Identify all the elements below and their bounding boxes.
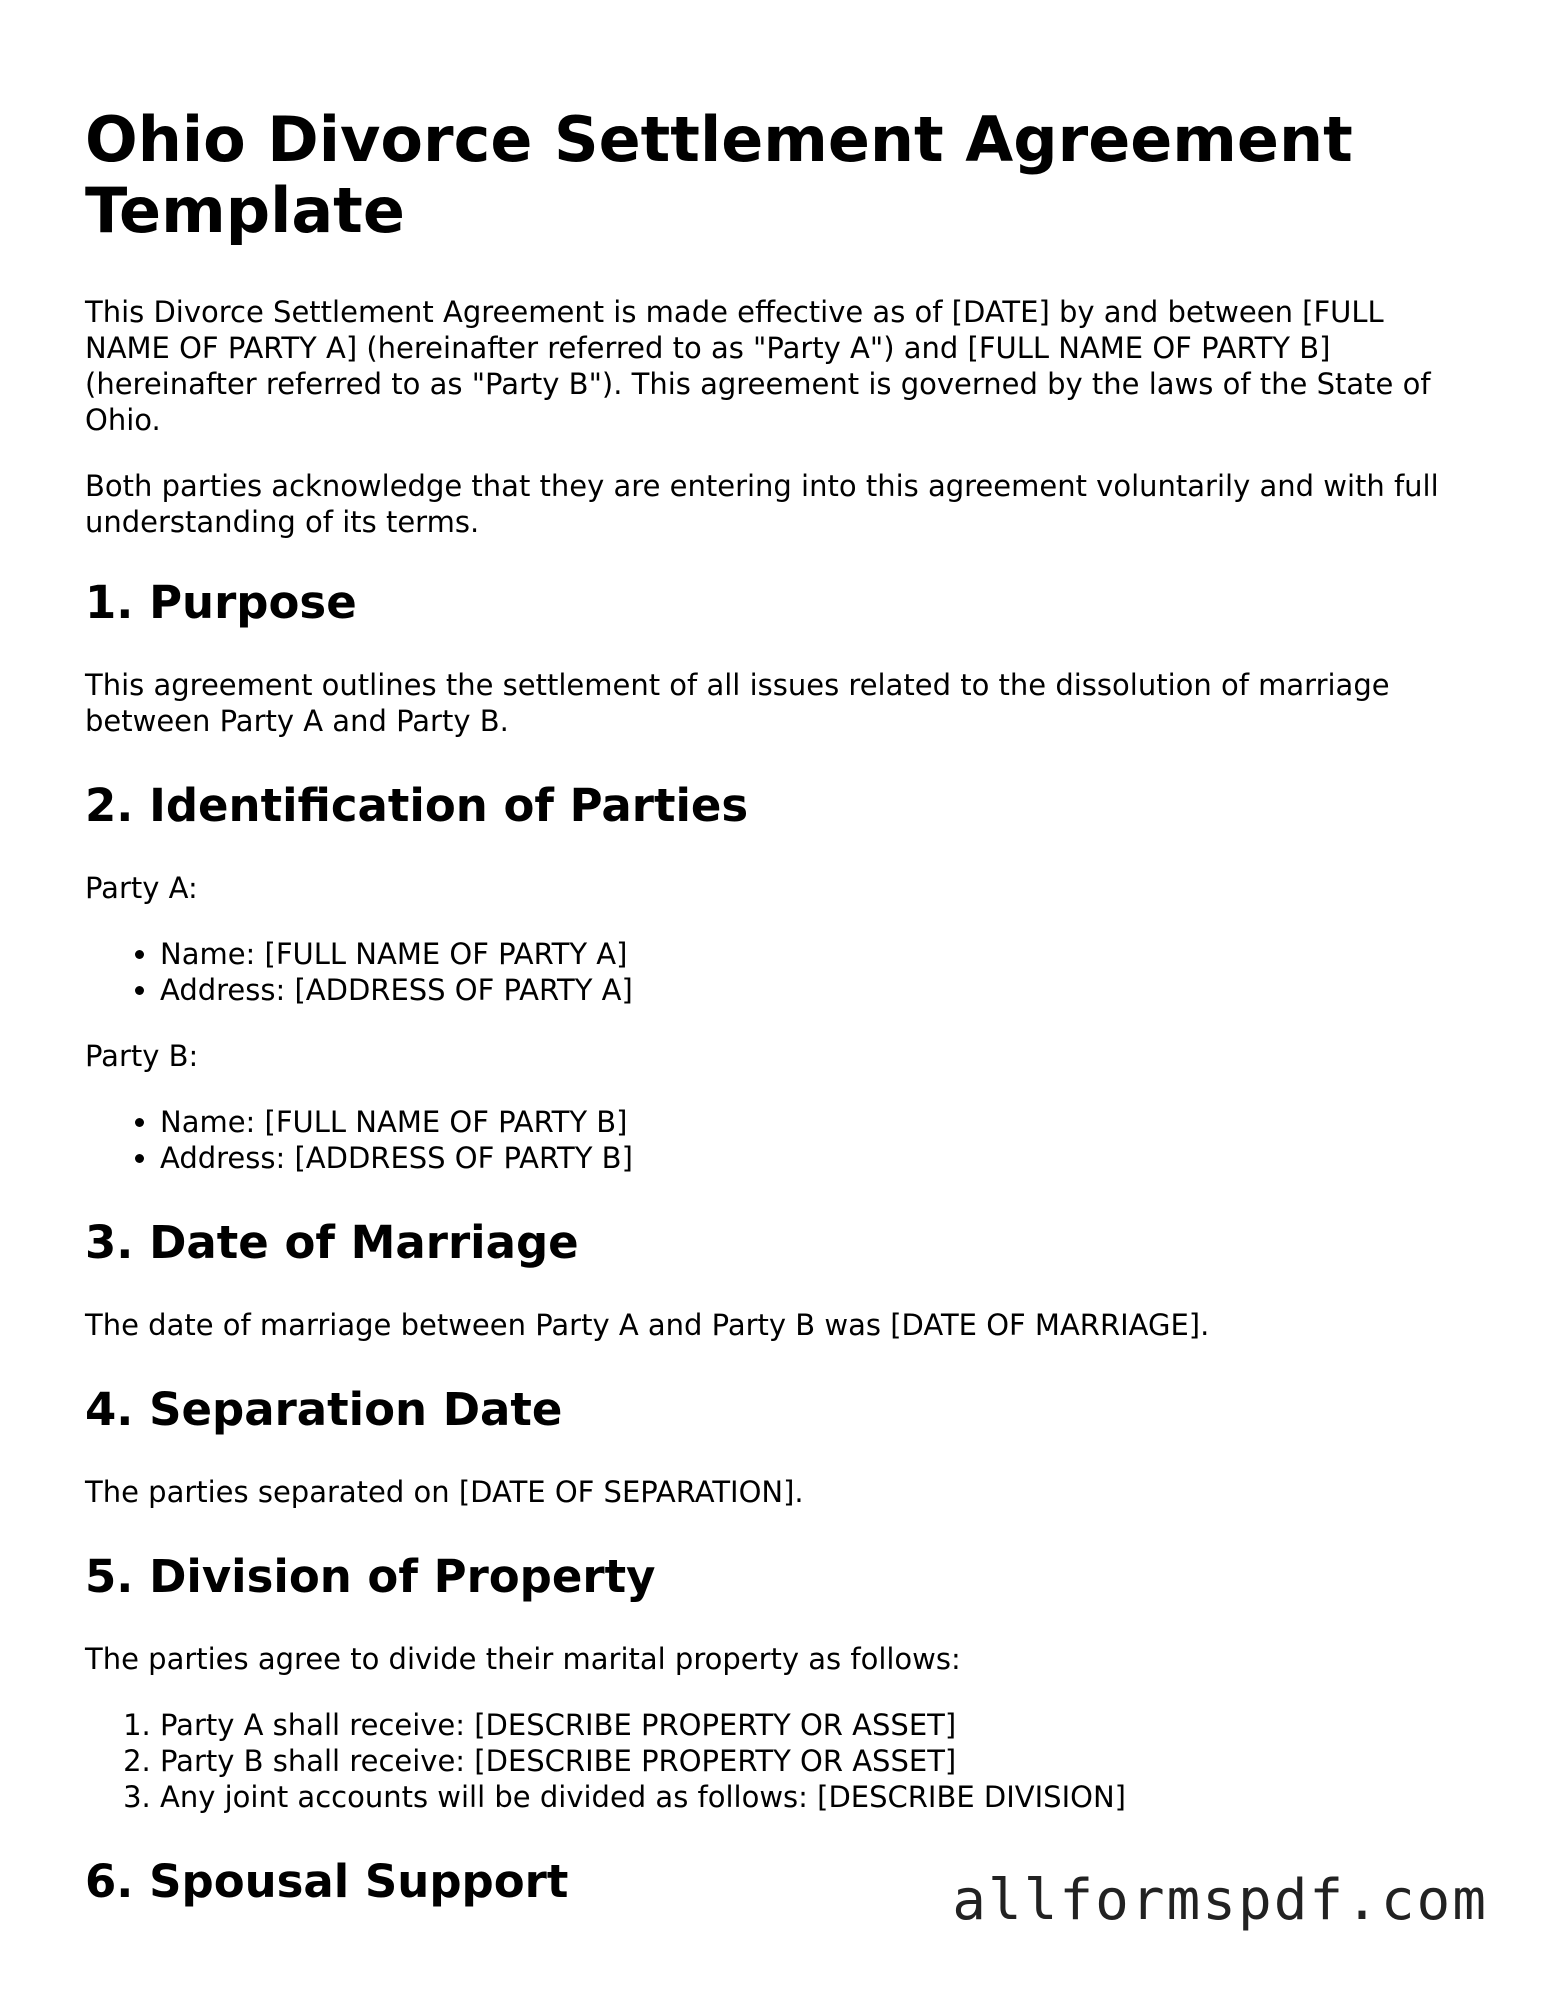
party-b-list	[85, 1104, 1465, 1176]
list-item: • Address: [ADDRESS OF PARTY B]	[160, 1140, 1465, 1176]
property-list	[85, 1707, 1465, 1815]
section-heading-property: 5. Division of Property	[85, 1550, 656, 1603]
purpose-text: This agreement outlines the settlement of all issues related to the dissolution of marriage between Party A and Party B.	[85, 668, 1390, 738]
list-item: 3. Any joint accounts will be divided as follows: [DESCRIBE DIVISION]	[160, 1779, 1465, 1815]
property-text: The parties agree to divide their marital property as follows:	[85, 1642, 961, 1676]
party-a-list	[85, 936, 1465, 1008]
intro-paragraph-1: This Divorce Settlement Agreement is made effective as of [DATE] by and between [FULL NAME OF PARTY A] (hereinafter referred to as "Party A") and [FULL NAME OF PARTY B] (hereinafter referred to as "Party B"). This agreement is governed by the laws of the State of Ohio.	[85, 295, 1431, 437]
list-item: 1. Party A shall receive: [DESCRIBE PROPERTY OR ASSET]	[160, 1707, 1465, 1743]
section-heading-support: 6. Spousal Support	[85, 1855, 569, 1908]
document-title: Ohio Divorce Settlement Agreement Template	[85, 103, 1353, 247]
document-page	[85, 104, 1465, 1946]
list-item: • Address: [ADDRESS OF PARTY A]	[160, 972, 1465, 1008]
section-heading-separation: 4. Separation Date	[85, 1383, 563, 1436]
list-item: • Name: [FULL NAME OF PARTY B]	[160, 1104, 1465, 1140]
separation-text: The parties separated on [DATE OF SEPARATION].	[85, 1475, 804, 1509]
section-heading-purpose: 1. Purpose	[85, 576, 357, 629]
section-heading-parties: 2. Identification of Parties	[85, 779, 749, 832]
intro-paragraph-2: Both parties acknowledge that they are entering into this agreement voluntarily and with full understanding of its terms.	[85, 469, 1439, 539]
party-a-label: Party A:	[85, 871, 198, 905]
section-heading-marriage: 3. Date of Marriage	[85, 1216, 579, 1269]
marriage-text: The date of marriage between Party A and Party B was [DATE OF MARRIAGE].	[85, 1308, 1210, 1342]
list-item: 2. Party B shall receive: [DESCRIBE PROPERTY OR ASSET]	[160, 1743, 1465, 1779]
party-b-label: Party B:	[85, 1039, 199, 1073]
watermark-text: allformspdf.com	[952, 1868, 1488, 1933]
list-item: • Name: [FULL NAME OF PARTY A]	[160, 936, 1465, 972]
